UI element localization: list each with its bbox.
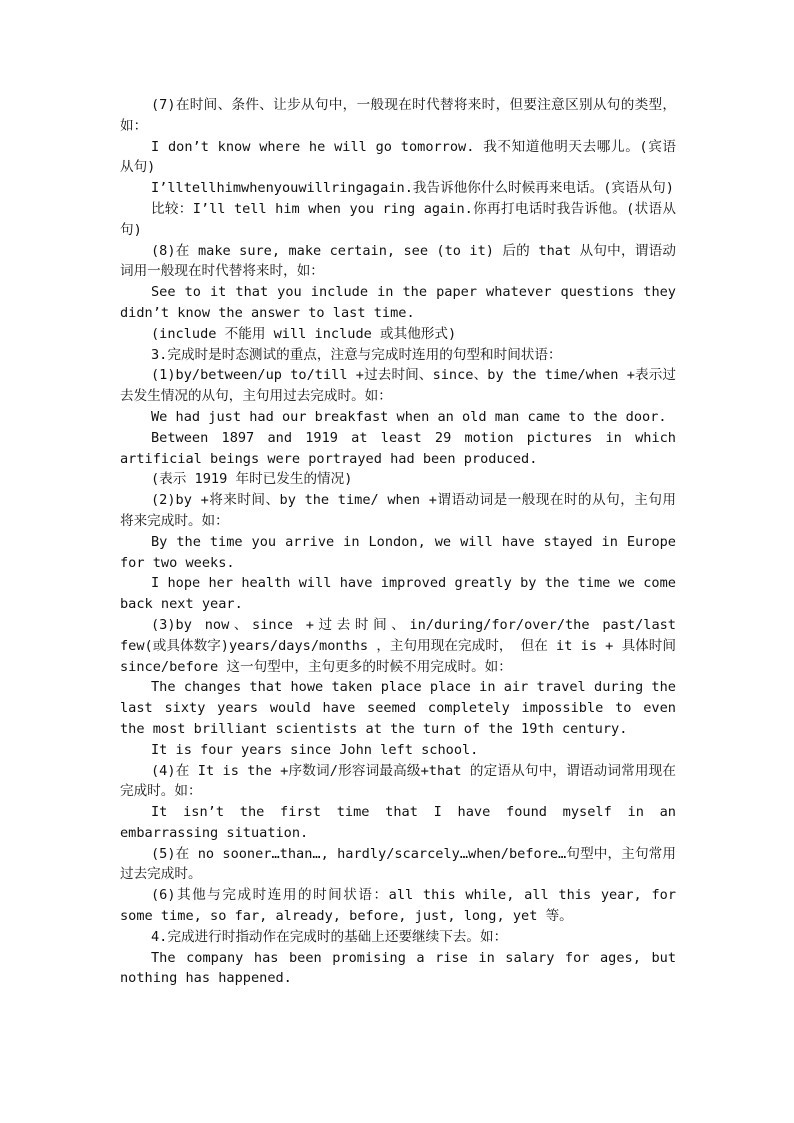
example-company-salary: The company has been promising a rise in salary for ages, but nothing has happened. — [120, 949, 676, 987]
example-air-travel: The changes that howe taken place place in air travel during the last sixty years would have seemed completely impossible to even the most brilliant scientists at the turn of the 19th century. — [120, 679, 676, 737]
document-body — [120, 95, 676, 989]
note-include: (include 不能用 will include 或其他形式) — [151, 325, 457, 342]
rule-3-2: (2)by +将来时间、by the time/ when +谓语动词是一般现在时的从句，主句用将来完成时。如： — [120, 492, 676, 529]
example-object-clause-2: I’lltellhimwhenyouwillringagain.我告诉他你什么时候再来电话。(宾语从句) — [151, 180, 674, 197]
example-object-clause-1: I don’t know where he will go tomorrow. 我不知道他明天去哪儿。(宾语从句) — [120, 138, 676, 176]
rule-3-1: (1)by/between/up to/till +过去时间、since、by the time/when +表示过去发生情况的从句，主句用过去完成时。如： — [120, 367, 676, 405]
rule-3-4: (4)在 It is the +序数词/形容词最高级+that 的定语从句中，谓语动词常用现在完成时。如： — [120, 762, 676, 800]
paragraph-7-rule: (7)在时间、条件、让步从句中，一般现在时代替将来时，但要注意区别从句的类型，如： — [120, 97, 676, 134]
note-1919: (表示 1919 年时已发生的情况) — [151, 471, 353, 488]
example-motion-pictures: Between 1897 and 1919 at least 29 motion pictures in which artificial beings were portrayed had been produced. — [120, 429, 676, 467]
section-4-heading: 4.完成进行时指动作在完成时的基础上还要继续下去。如： — [151, 928, 508, 945]
paragraph-8-rule: (8)在 make sure, make certain, see (to it) 后的 that 从句中，谓语动词用一般现在时代替将来时，如： — [120, 242, 676, 280]
section-3-heading: 3.完成时是时态测试的重点，注意与完成时连用的句型和时间状语： — [151, 346, 562, 363]
example-health: I hope her health will have improved greatly by the time we come back next year. — [120, 575, 676, 613]
example-embarrassing: It isn’t the first time that I have found myself in an embarrassing situation. — [120, 804, 676, 841]
example-breakfast: We had just had our breakfast when an old man came to the door. — [151, 408, 667, 425]
example-adverbial-clause: 比较：I’ll tell him when you ring again.你再打电话时我告诉他。(状语从句) — [120, 200, 676, 238]
example-london: By the time you arrive in London, we will have stayed in Europe for two weeks. — [120, 533, 676, 571]
rule-3-6: (6)其他与完成时连用的时间状语：all this while, all this year, for some time, so far, already, before, just, long, yet 等。 — [120, 887, 676, 925]
example-see-to-it: See to it that you include in the paper whatever questions they didn’t know the answer to last time. — [120, 284, 676, 321]
rule-3-5: (5)在 no sooner…than…, hardly/scarcely…when/before…句型中，主句常用过去完成时。 — [120, 845, 676, 883]
rule-3-3: (3)by now、since +过去时间、in/during/for/over/the past/last few(或具体数字)years/days/months ，主句用现在完成时， 但在 it is + 具体时间 since/before 这一句型中，主句更多的时候不用完成时。如： — [120, 616, 676, 675]
example-john-school: It is four years since John left school. — [151, 741, 479, 758]
